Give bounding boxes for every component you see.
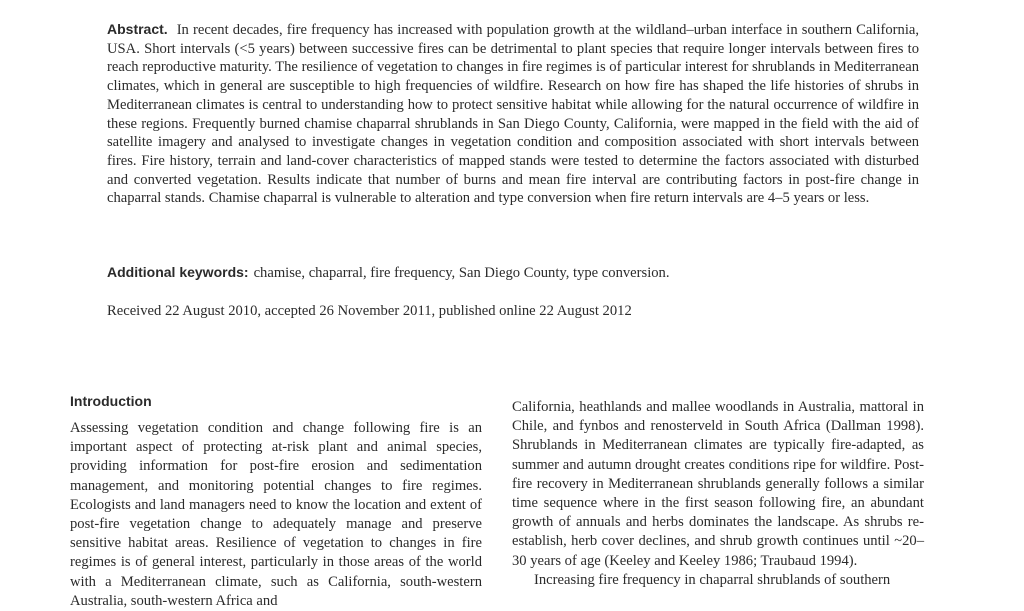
abstract-label: Abstract. <box>107 21 168 37</box>
right-column <box>512 398 924 590</box>
intro-paragraph-left: Assessing vegetation condition and change following fire is an important aspect of protecting at-risk plant and animal species, providing information for post-fire erosion and sedimentation management, and monitoring potential changes to fire regimes. Ecologists and land managers need to know the location and extent of post-fire vegetation change to adequately manage and preserve sensitive habitat areas. Resilience of vegetation to changes in fire regimes is of general interest, particularly in those areas of the world with a Mediterranean climate, such as California, south-western Australia, south-western Africa and <box>70 420 482 609</box>
received-dates: Received 22 August 2010, accepted 26 November 2011, published online 22 August 2012 <box>107 303 632 319</box>
keywords-text: chamise, chaparral, fire frequency, San Diego County, type conversion. <box>253 265 670 281</box>
keywords-block <box>107 263 919 283</box>
left-column <box>70 392 482 611</box>
abstract-block <box>107 20 919 208</box>
section-heading-introduction: Introduction <box>70 393 152 409</box>
intro-paragraph-right-1: California, heathlands and mallee woodlands in Australia, mattoral in Chile, and fynbos and renosterveld in South Africa (Dallman 1998). Shrublands in Mediterranean climates are typically fire-adapted, as summer and autumn drought creates conditions ripe for wildfire. Post-fire recovery in Mediterranean shrublands generally follows a similar time sequence where in the first season following fire, an abundant growth of annuals and herbs dominates the landscape. As shrubs re-establish, herb cover declines, and shrub growth continues until ~20–30 years of age (Keeley and Keeley 1986; Traubaud 1994). <box>512 399 924 569</box>
keywords-label: Additional keywords: <box>107 264 249 280</box>
intro-paragraph-right-2: Increasing fire frequency in chaparral shrublands of southern <box>534 571 891 588</box>
abstract-text: In recent decades, fire frequency has increased with population growth at the wildland–urban interface in southern California, USA. Short intervals (<5 years) between successive fires can be detrimental to plant species that require longer intervals between fires to reach reproductive maturity. The resilience of vegetation to changes in fire regimes is of particular interest for shrublands in Mediterranean climates, which in general are susceptible to high frequencies of wildfire. Research on how fire has shaped the life histories of shrubs in Mediterranean climates is central to understanding how to protect sensitive habitat while allowing for the natural occurrence of wildfire in these regions. Frequently burned chamise chaparral shrublands in San Diego County, California, were mapped in the field with the aid of satellite imagery and analysed to investigate changes in vegetation condition and composition associated with short intervals between fires. Fire history, terrain and land-cover characteristics of mapped stands were tested to determine the factors associated with disturbed and converted vegetation. Results indicate that number of burns and mean fire interval are contributing factors in post-fire change in chaparral stands. Chamise chaparral is vulnerable to alteration and type conversion when fire return intervals are 4–5 years or less. <box>107 22 919 207</box>
